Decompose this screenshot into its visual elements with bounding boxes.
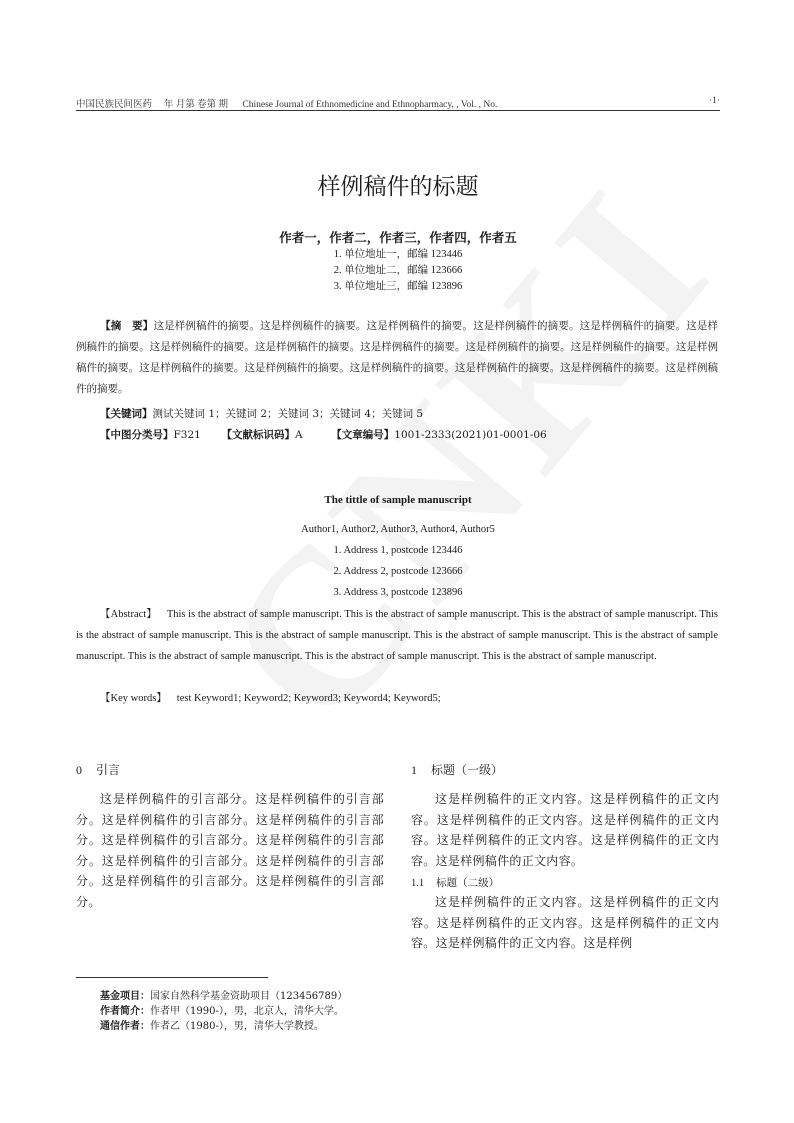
fund-label: 基金项目： [100,991,150,1002]
author-list: 作者一，作者二，作者三，作者四，作者五 [279,230,517,245]
abstract-en [76,604,718,667]
affiliation-2: 2. 单位地址二，邮编 123666 [333,265,463,276]
article-no-value: 1001-2333(2021)01-0001-06 [394,429,547,441]
page-number: ·1· [708,96,720,106]
affiliation-1: 1. 单位地址一，邮编 123446 [333,249,463,260]
section-0-title: 引言 [96,763,121,777]
subsection-1-1-heading [411,875,499,890]
doc-code-value: A [295,429,303,441]
classification-line [100,427,547,442]
author-bio-value: 作者甲（1990-），男，北京人，清华大学。 [150,1006,344,1017]
footnote-author-bio [100,1002,344,1017]
english-title: The tittle of sample manuscript [324,494,472,506]
paper-title: 样例稿件的标题 [317,174,479,200]
abstract-zh [76,316,718,400]
author-bio-label: 作者简介： [100,1006,150,1017]
article-no-label: 【文章编号】 [331,429,395,441]
abstract-zh-label: 【摘 要】 [100,320,154,332]
english-authors: Author1, Author2, Author3, Author4, Author5 [301,524,495,535]
english-affiliation-2: 2. Address 2, postcode 123666 [333,566,463,577]
section-1-number: 1 [411,763,417,777]
running-header [76,96,720,110]
clc-label: 【中图分类号】 [100,429,174,441]
keywords-en [100,690,441,705]
english-affiliation-3: 3. Address 3, postcode 123896 [333,587,463,598]
clc-value: F321 [173,429,201,441]
keywords-en-text: test Keyword1; Keyword2; Keyword3; Keyword4; Keyword5; [176,693,441,704]
journal-name-en: Chinese Journal of Ethnomedicine and Ethnopharmacy, , Vol. , No. [242,100,498,110]
keywords-zh [100,406,423,421]
abstract-en-label: 【Abstract】 [100,609,157,620]
header-rule [76,110,720,111]
corresponding-label: 通信作者： [100,1021,150,1032]
doc-code-label: 【文献标识码】 [221,429,296,441]
section-0-number: 0 [76,763,82,777]
affiliation-3: 3. 单位地址三，邮编 123896 [333,281,463,292]
subsection-1-1-text: 这是样例稿件的正文内容。这是样例稿件的正文内容。这是样例稿件的正文内容。这是样例稿件的正文内容。这是样例稿件的正文内容。这是样例 [411,895,719,950]
keywords-zh-text: 测试关键词 1；关键词 2；关键词 3；关键词 4；关键词 5 [152,408,424,420]
journal-name-zh: 中国民族民间医药 年 月第 卷第 期 [76,100,229,110]
section-1-text: 这是样例稿件的正文内容。这是样例稿件的正文内容。这是样例稿件的正文内容。这是样例稿件的正文内容。这是样例稿件的正文内容。这是样例稿件的正文内容。这是样例稿件的正文内容。 [411,792,719,868]
english-affiliation-1: 1. Address 1, postcode 123446 [333,545,463,556]
keywords-en-label: 【Key words】 [100,693,167,704]
abstract-en-text: This is the abstract of sample manuscript. This is the abstract of sample manuscript. This is the abstract of sample manuscript. This is the abstract of sample manuscript. This is the abstract of sample manuscript. This is the abstract of sample manuscript. This is the abstract of sample manuscript. This is the abstract of sample manuscript. This is the abstract of sample manuscript. This is the abstract of sample manuscript. [76,609,719,662]
section-0-heading [76,761,120,778]
subsection-1-1-number: 1.1 [411,878,425,889]
footnote-rule [76,977,268,978]
footnote-fund [100,987,347,1002]
subsection-1-1-title: 标题（二级） [436,877,500,889]
footnote-corresponding [100,1017,324,1032]
corresponding-value: 作者乙（1980-），男，清华大学教授。 [150,1021,324,1032]
abstract-zh-text: 这是样例稿件的摘要。这是样例稿件的摘要。这是样例稿件的摘要。这是样例稿件的摘要。这是样例稿件的摘要。这是样例稿件的摘要。这是样例稿件的摘要。这是样例稿件的摘要。这是样例稿件的摘要。这是样例稿件的摘要。这是样例稿件的摘要。这是样例稿件的摘要。这是样例稿件的摘要。这是样例稿件的摘要。这是样例稿件的摘要。这是样例稿件的摘要。这是样例稿件的摘要。这是样例稿件的摘要。 [76,320,719,395]
section-1-title: 标题（一级） [431,763,504,777]
keywords-zh-label: 【关键词】 [100,408,153,420]
fund-value: 国家自然科学基金资助项目（123456789） [150,991,348,1002]
section-1-heading [411,761,503,778]
section-0-text: 这是样例稿件的引言部分。这是样例稿件的引言部分。这是样例稿件的引言部分。这是样例稿件的引言部分。这是样例稿件的引言部分。这是样例稿件的引言部分。这是样例稿件的引言部分。这是样例稿件的引言部分。这是样例稿件的引言部分。这是样例稿件的引言部分。 [76,792,384,909]
